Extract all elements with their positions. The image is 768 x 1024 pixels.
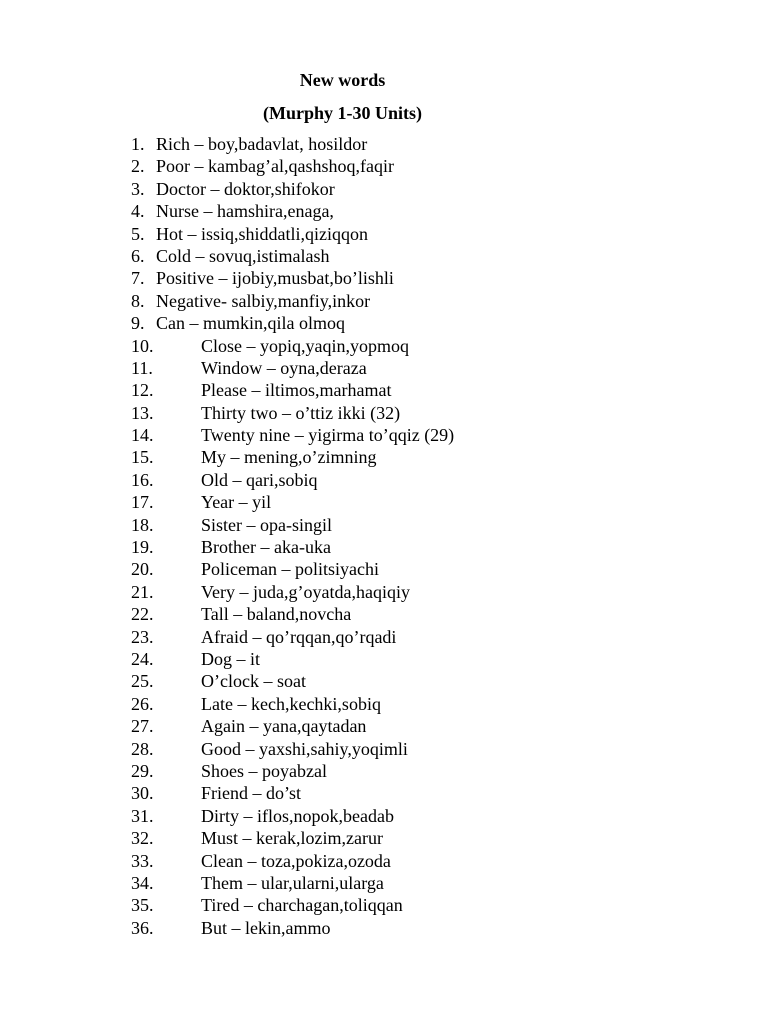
list-item-text: Late – kech,kechki,sobiq — [201, 693, 381, 714]
list-item — [0, 245, 768, 267]
list-item — [0, 178, 768, 200]
list-item-text: Dirty – iflos,nopok,beadab — [201, 805, 394, 826]
list-item — [0, 894, 768, 916]
list-item — [0, 850, 768, 872]
list-item — [0, 335, 768, 357]
list-item-number: 20. — [131, 559, 154, 580]
list-item-number: 12. — [131, 380, 154, 401]
list-item-number: 33. — [131, 850, 154, 871]
list-item-text: Nurse – hamshira,enaga, — [156, 201, 334, 222]
list-item — [0, 379, 768, 401]
list-item-number: 26. — [131, 693, 154, 714]
list-item — [0, 536, 768, 558]
list-item-text: Positive – ijobiy,musbat,bo’lishli — [156, 268, 394, 289]
list-item-text: Brother – aka-uka — [201, 537, 331, 558]
list-item — [0, 782, 768, 804]
list-item-number: 5. — [131, 223, 145, 244]
list-item — [0, 133, 768, 155]
list-item-text: Shoes – poyabzal — [201, 760, 327, 781]
list-item-number: 30. — [131, 783, 154, 804]
list-item-number: 27. — [131, 716, 154, 737]
list-item — [0, 267, 768, 289]
list-item — [0, 514, 768, 536]
list-item-number: 4. — [131, 201, 145, 222]
list-item — [0, 738, 768, 760]
list-item-text: Twenty nine – yigirma to’qqiz (29) — [201, 425, 455, 446]
list-item-text: Sister – opa-singil — [201, 514, 332, 535]
list-item-number: 18. — [131, 514, 154, 535]
word-list — [0, 133, 768, 939]
list-item-number: 29. — [131, 760, 154, 781]
list-item-number: 36. — [131, 917, 154, 938]
list-item-number: 2. — [131, 156, 145, 177]
list-item-number: 17. — [131, 492, 154, 513]
list-item-number: 23. — [131, 626, 154, 647]
list-item-text: Again – yana,qaytadan — [201, 716, 367, 737]
list-item-number: 16. — [131, 469, 154, 490]
list-item-text: Very – juda,g’oyatda,haqiqiy — [201, 581, 410, 602]
list-item — [0, 670, 768, 692]
list-item-number: 22. — [131, 604, 154, 625]
list-item — [0, 223, 768, 245]
list-item-text: Rich – boy,badavlat, hosildor — [156, 134, 368, 154]
list-item — [0, 155, 768, 177]
list-item — [0, 200, 768, 222]
list-item-number: 8. — [131, 290, 145, 311]
list-item — [0, 469, 768, 491]
list-item-number: 10. — [131, 335, 154, 356]
list-item-number: 31. — [131, 805, 154, 826]
list-item — [0, 648, 768, 670]
list-item-text: Afraid – qo’rqqan,qo’rqadi — [201, 626, 397, 647]
list-item — [0, 290, 768, 312]
list-item — [0, 446, 768, 468]
list-item-text: Thirty two – o’ttiz ikki (32) — [201, 402, 401, 423]
list-item-text: Good – yaxshi,sahiy,yoqimli — [201, 738, 408, 759]
list-item-text: Please – iltimos,marhamat — [201, 380, 392, 401]
list-item-number: 3. — [131, 178, 145, 199]
list-item — [0, 715, 768, 737]
list-item-number: 34. — [131, 872, 154, 893]
list-item-number: 11. — [131, 357, 153, 378]
list-item — [0, 603, 768, 625]
list-item-number: 19. — [131, 537, 154, 558]
list-item — [0, 693, 768, 715]
list-item-text: Can – mumkin,qila olmoq — [156, 313, 345, 334]
list-item-number: 14. — [131, 425, 154, 446]
list-item-number: 6. — [131, 245, 145, 266]
list-item-number: 25. — [131, 671, 154, 692]
list-item-text: Window – oyna,deraza — [201, 357, 367, 378]
list-item-number: 9. — [131, 313, 145, 334]
list-item-number: 7. — [131, 268, 145, 289]
list-item — [0, 357, 768, 379]
list-item-text: Year – yil — [201, 492, 272, 513]
list-item — [0, 491, 768, 513]
list-item-number: 24. — [131, 648, 154, 669]
list-item-text: Close – yopiq,yaqin,yopmoq — [201, 335, 409, 356]
list-item-text: Doctor – doktor,shifokor — [156, 178, 335, 199]
list-item — [0, 424, 768, 446]
document-title: New words — [299, 70, 386, 90]
list-item-text: O’clock – soat — [201, 671, 306, 692]
list-item — [0, 581, 768, 603]
list-item — [0, 917, 768, 939]
list-item — [0, 805, 768, 827]
list-item-number: 21. — [131, 581, 154, 602]
list-item — [0, 558, 768, 580]
list-item-text: Must – kerak,lozim,zarur — [201, 828, 383, 849]
list-item-text: Friend – do’st — [201, 783, 302, 804]
list-item-text: Poor – kambag’al,qashshoq,faqir — [156, 156, 394, 177]
list-item-text: Tired – charchagan,toliqqan — [201, 895, 403, 916]
list-item-text: Cold – sovuq,istimalash — [156, 245, 330, 266]
list-item — [0, 827, 768, 849]
list-item-text: Dog – it — [201, 648, 261, 669]
list-item — [0, 312, 768, 334]
list-item-text: Clean – toza,pokiza,ozoda — [201, 850, 391, 871]
list-item-text: Hot – issiq,shiddatli,qiziqqon — [156, 223, 369, 244]
list-item-number: 28. — [131, 738, 154, 759]
list-item-number: 15. — [131, 447, 154, 468]
list-item-number: 13. — [131, 402, 154, 423]
list-item-number: 32. — [131, 828, 154, 849]
list-item-text: Tall – baland,novcha — [201, 604, 352, 625]
list-item — [0, 760, 768, 782]
list-item-text: Them – ular,ularni,ularga — [201, 872, 384, 893]
list-item-number: 1. — [131, 134, 145, 154]
list-item-text: Policeman – politsiyachi — [201, 559, 379, 580]
list-item — [0, 402, 768, 424]
list-item — [0, 872, 768, 894]
list-item-number: 35. — [131, 895, 154, 916]
list-item-text: My – mening,o’zimning — [201, 447, 377, 468]
document-subtitle: (Murphy 1-30 Units) — [262, 103, 422, 123]
list-item — [0, 626, 768, 648]
list-item-text: Negative- salbiy,manfiy,inkor — [156, 290, 371, 311]
list-item-text: But – lekin,ammo — [201, 917, 331, 938]
list-item-text: Old – qari,sobiq — [201, 469, 318, 490]
